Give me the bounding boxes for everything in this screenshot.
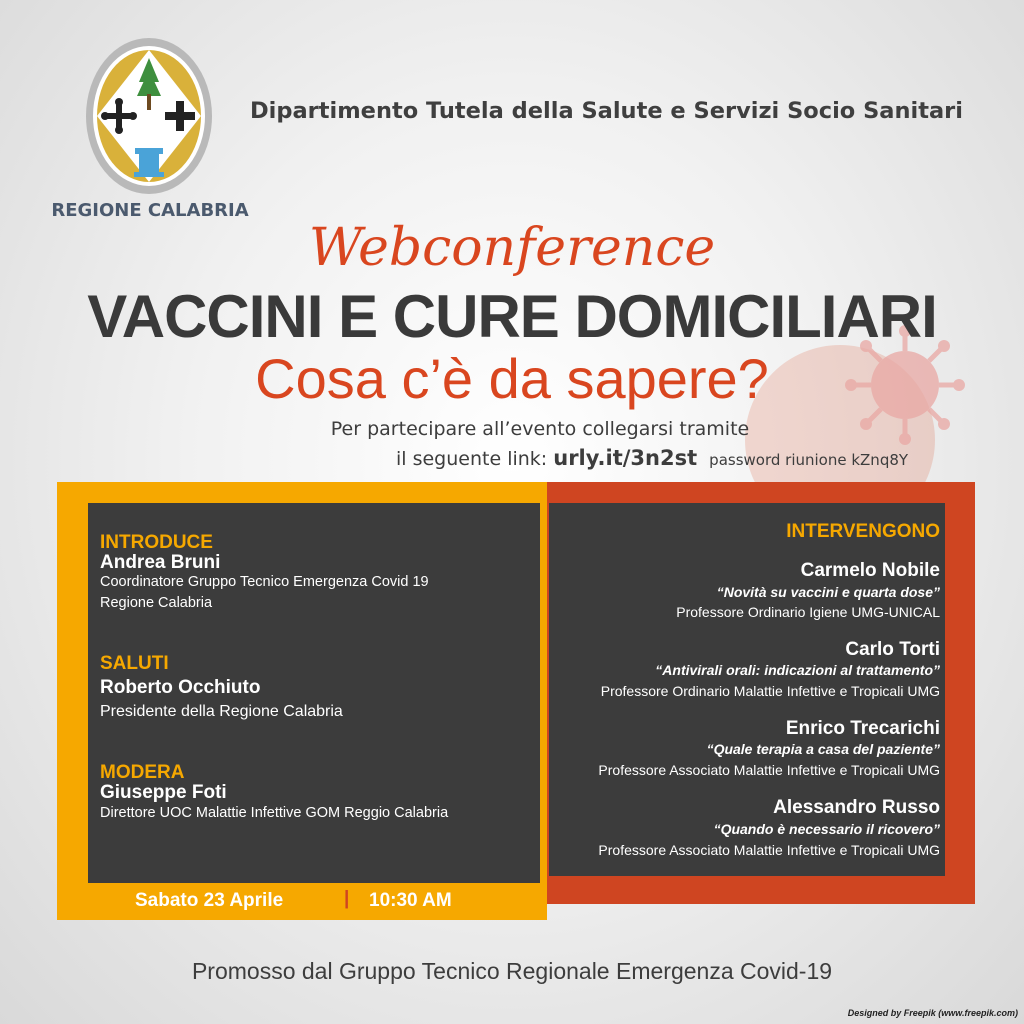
design-credit: Designed by Freepik (www.freepik.com) <box>847 1008 1018 1018</box>
date-separator: | <box>344 888 350 909</box>
speaker-role: Professore Ordinario Malattie Infettive e Tropicali UMG <box>600 683 940 699</box>
host-name: Giuseppe Foti <box>100 782 227 803</box>
instructions-line-2 <box>396 446 908 470</box>
event-day: Sabato 23 Aprile <box>135 890 284 911</box>
host-name: Roberto Occhiuto <box>100 677 261 698</box>
instructions-line-1: Per partecipare all’evento collegarsi tramite <box>330 418 750 440</box>
speaker-name: Carlo Torti <box>845 639 940 660</box>
host-role: Coordinatore Gruppo Tecnico Emergenza Covid 19 <box>100 574 429 590</box>
section-heading-saluti: SALUTI <box>100 653 169 674</box>
instructions-prefix: il seguente link: <box>396 448 548 470</box>
speaker-role: Professore Associato Malattie Infettive e Tropicali UMG <box>598 842 940 858</box>
meeting-password: password riunione kZnq8Y <box>709 451 909 469</box>
host-role: Direttore UOC Malattie Infettive GOM Reggio Calabria <box>100 805 449 821</box>
speaker-talk: “Quale terapia a casa del paziente” <box>706 741 940 757</box>
speaker-name: Alessandro Russo <box>773 797 940 818</box>
event-time: 10:30 AM <box>369 890 452 911</box>
speaker-talk: “Antivirali orali: indicazioni al trattamento” <box>655 662 940 678</box>
host-name: Andrea Bruni <box>100 552 221 573</box>
region-name: REGIONE CALABRIA <box>51 200 249 221</box>
event-kicker: Webconference <box>308 218 716 278</box>
speaker-name: Enrico Trecarichi <box>785 718 940 739</box>
section-heading-intervengono: INTERVENGONO <box>786 521 940 542</box>
speaker-role: Professore Associato Malattie Infettive e Tropicali UMG <box>598 762 940 778</box>
department-title: Dipartimento Tutela della Salute e Servizi Socio Sanitari <box>250 98 963 124</box>
speaker-talk: “Novità su vaccini e quarta dose” <box>716 584 940 600</box>
speaker-role: Professore Ordinario Igiene UMG-UNICAL <box>676 604 940 620</box>
meeting-link[interactable]: urly.it/3n2st <box>553 446 698 470</box>
regione-calabria-logo <box>84 36 214 196</box>
promoted-by: Promosso dal Gruppo Tecnico Regionale Emergenza Covid-19 <box>191 958 833 984</box>
event-title: VACCINI E CURE DOMICILIARI <box>87 283 937 350</box>
event-date-bar <box>57 886 545 920</box>
speaker-name: Carmelo Nobile <box>800 560 940 581</box>
section-heading-modera: MODERA <box>100 762 185 783</box>
event-subtitle: Cosa c’è da sapere? <box>255 347 769 410</box>
host-role: Regione Calabria <box>100 595 213 611</box>
host-role: Presidente della Regione Calabria <box>100 703 343 720</box>
speaker-talk: “Quando è necessario il ricovero” <box>713 821 940 837</box>
section-heading-introduce: INTRODUCE <box>100 532 213 553</box>
